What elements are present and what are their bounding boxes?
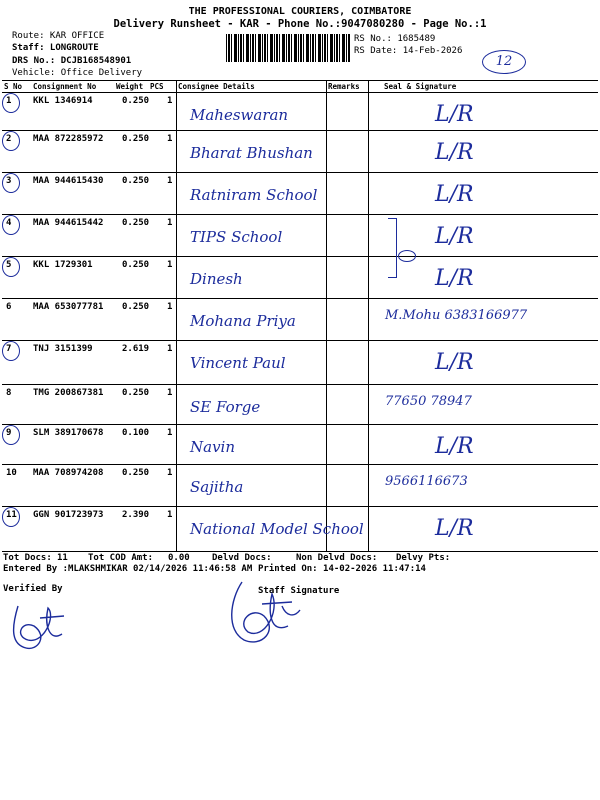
column-divider — [368, 130, 369, 172]
consignment-number: KKL 1729301 — [33, 260, 93, 270]
serial-circle-mark — [2, 257, 20, 277]
column-divider — [368, 298, 369, 340]
row-divider — [2, 464, 598, 465]
remarks-scribble-mark — [398, 250, 416, 262]
column-divider — [326, 384, 327, 424]
serial-circle-mark — [2, 131, 20, 151]
column-divider — [368, 340, 369, 384]
column-divider — [326, 424, 327, 464]
entered-by: Entered By :MLAKSHMIKAR 02/14/2026 11:46:58 AM — [3, 564, 253, 574]
consignment-number: MAA 944615430 — [33, 176, 104, 186]
row-sno: 11 — [6, 510, 17, 520]
seal-signature: L/R — [435, 224, 474, 249]
col-seal: Seal & Signature — [384, 82, 457, 91]
seal-signature: L/R — [435, 350, 474, 375]
tot-cod-value: 0.00 — [168, 553, 190, 563]
tot-cod-label: Tot COD Amt: — [88, 553, 154, 563]
pcs-value: 1 — [167, 96, 173, 106]
staff-signature-label: Staff Signature — [258, 586, 340, 596]
row-sno: 4 — [6, 218, 12, 228]
seal-signature: L/R — [435, 516, 474, 541]
column-divider — [368, 172, 369, 214]
pcs-value: 1 — [167, 176, 173, 186]
serial-circle-mark — [2, 215, 20, 235]
tot-docs-value: 11 — [57, 553, 68, 563]
consignment-number: MAA 944615442 — [33, 218, 104, 228]
staff-text: Staff: LONGROUTE — [12, 43, 99, 53]
verified-signature — [4, 596, 74, 656]
verified-by-label: Verified By — [3, 584, 63, 594]
consignee-name: Navin — [190, 438, 235, 456]
header-divider — [368, 80, 369, 92]
pcs-value: 1 — [167, 344, 173, 354]
weight-value: 0.250 — [122, 468, 150, 478]
column-divider — [176, 256, 177, 298]
consignment-number: KKL 1346914 — [33, 96, 93, 106]
serial-circle-mark — [2, 173, 20, 193]
printed-on: Printed On: 14-02-2026 11:47:14 — [258, 564, 426, 574]
column-divider — [326, 214, 327, 256]
col-weight: Weight — [116, 82, 144, 91]
column-divider — [176, 506, 177, 551]
weight-value: 0.250 — [122, 260, 150, 270]
header-divider — [326, 80, 327, 92]
pcs-value: 1 — [167, 468, 173, 478]
col-sno: S No — [4, 82, 23, 91]
serial-circle-mark — [2, 507, 20, 527]
column-divider — [368, 92, 369, 130]
consignment-number: TMG 200867381 — [33, 388, 104, 398]
column-divider — [326, 172, 327, 214]
row-sno: 10 — [6, 468, 17, 478]
column-divider — [176, 298, 177, 340]
col-pcs: PCS — [150, 82, 164, 91]
column-divider — [368, 464, 369, 506]
table-top-border — [2, 80, 598, 81]
row-divider — [2, 172, 598, 173]
page-circle-annotation: 12 — [482, 50, 526, 74]
consignment-number: GGN 901723973 — [33, 510, 104, 520]
column-divider — [326, 298, 327, 340]
column-divider — [176, 92, 177, 130]
column-divider — [368, 256, 369, 298]
consignee-name: Bharat Bhushan — [190, 144, 313, 162]
row-sno: 6 — [6, 302, 12, 312]
row-sno: 1 — [6, 96, 12, 106]
column-divider — [368, 384, 369, 424]
row-divider — [2, 214, 598, 215]
weight-value: 0.250 — [122, 96, 150, 106]
column-divider — [326, 340, 327, 384]
seal-signature: L/R — [435, 434, 474, 459]
rs-date: RS Date: 14-Feb-2026 — [354, 46, 463, 56]
pcs-value: 1 — [167, 218, 173, 228]
consignment-number: TNJ 3151399 — [33, 344, 93, 354]
column-divider — [368, 424, 369, 464]
weight-value: 0.250 — [122, 302, 150, 312]
col-consignee: Consignee Details — [178, 82, 255, 91]
row-sno: 2 — [6, 134, 12, 144]
col-consignment: Consignment No — [33, 82, 97, 91]
consignee-name: TIPS School — [190, 228, 283, 246]
pcs-value: 1 — [167, 388, 173, 398]
row-divider — [2, 298, 598, 299]
seal-signature: L/R — [435, 266, 474, 291]
column-divider — [326, 256, 327, 298]
vehicle-text: Vehicle: Office Delivery — [12, 68, 143, 78]
column-divider — [176, 464, 177, 506]
column-divider — [368, 214, 369, 256]
row-divider — [2, 130, 598, 131]
row-divider — [2, 506, 598, 507]
seal-signature: L/R — [435, 140, 474, 165]
serial-circle-mark — [2, 93, 20, 113]
row-sno: 9 — [6, 428, 12, 438]
runsheet-subtitle: Delivery Runsheet - KAR - Phone No.:9047080280 - Page No.:1 — [113, 18, 487, 30]
pcs-value: 1 — [167, 428, 173, 438]
serial-circle-mark — [2, 341, 20, 361]
row-sno: 5 — [6, 260, 12, 270]
consignment-number: MAA 708974208 — [33, 468, 104, 478]
weight-value: 0.250 — [122, 218, 150, 228]
table-bottom-border — [2, 551, 598, 552]
seal-signature: M.Mohu 6383166977 — [385, 308, 528, 323]
row-divider — [2, 424, 598, 425]
column-divider — [326, 464, 327, 506]
row-sno: 8 — [6, 388, 12, 398]
row-sno: 3 — [6, 176, 12, 186]
drs-number: DRS No.: DCJB168548901 — [12, 56, 132, 66]
non-delvd-docs-label: Non Delvd Docs: — [296, 553, 378, 563]
weight-value: 0.250 — [122, 134, 150, 144]
column-divider — [368, 506, 369, 551]
header-divider — [176, 80, 177, 92]
pcs-value: 1 — [167, 302, 173, 312]
consignee-name: Sajitha — [190, 478, 244, 496]
pcs-value: 1 — [167, 134, 173, 144]
route-text: Route: KAR OFFICE — [12, 31, 105, 41]
consignee-name: Vincent Paul — [190, 354, 286, 372]
seal-signature: 9566116673 — [385, 474, 468, 489]
row-sno: 7 — [6, 344, 12, 354]
weight-value: 0.100 — [122, 428, 150, 438]
seal-signature: L/R — [435, 182, 474, 207]
consignee-name: National Model School — [190, 520, 364, 538]
company-title: THE PROFESSIONAL COURIERS, COIMBATORE — [188, 6, 412, 17]
column-divider — [176, 384, 177, 424]
weight-value: 2.619 — [122, 344, 150, 354]
weight-value: 2.390 — [122, 510, 150, 520]
pcs-value: 1 — [167, 510, 173, 520]
row-divider — [2, 340, 598, 341]
weight-value: 0.250 — [122, 388, 150, 398]
tot-docs-label: Tot Docs: — [3, 553, 52, 563]
column-divider — [176, 340, 177, 384]
consignee-name: Ratniram School — [190, 186, 318, 204]
header-bottom-border — [2, 92, 598, 93]
col-remarks: Remarks — [328, 82, 360, 91]
weight-value: 0.250 — [122, 176, 150, 186]
consignee-name: SE Forge — [190, 398, 261, 416]
consignee-name: Mohana Priya — [190, 312, 296, 330]
column-divider — [326, 130, 327, 172]
staff-signature — [222, 576, 312, 656]
barcode — [226, 34, 350, 62]
row-divider — [2, 384, 598, 385]
column-divider — [176, 172, 177, 214]
consignee-name: Maheswaran — [190, 106, 289, 124]
column-divider — [176, 130, 177, 172]
delvy-pts-label: Delvy Pts: — [396, 553, 451, 563]
seal-signature: L/R — [435, 102, 474, 127]
pcs-value: 1 — [167, 260, 173, 270]
consignment-number: MAA 653077781 — [33, 302, 104, 312]
remarks-bracket-mark — [388, 218, 397, 278]
column-divider — [176, 214, 177, 256]
rs-number: RS No.: 1685489 — [354, 34, 436, 44]
delvd-docs-label: Delvd Docs: — [212, 553, 272, 563]
consignment-number: SLM 389170678 — [33, 428, 104, 438]
consignment-number: MAA 872285972 — [33, 134, 104, 144]
column-divider — [176, 424, 177, 464]
consignee-name: Dinesh — [190, 270, 243, 288]
row-divider — [2, 256, 598, 257]
serial-circle-mark — [2, 425, 20, 445]
column-divider — [326, 92, 327, 130]
seal-signature: 77650 78947 — [385, 394, 472, 409]
